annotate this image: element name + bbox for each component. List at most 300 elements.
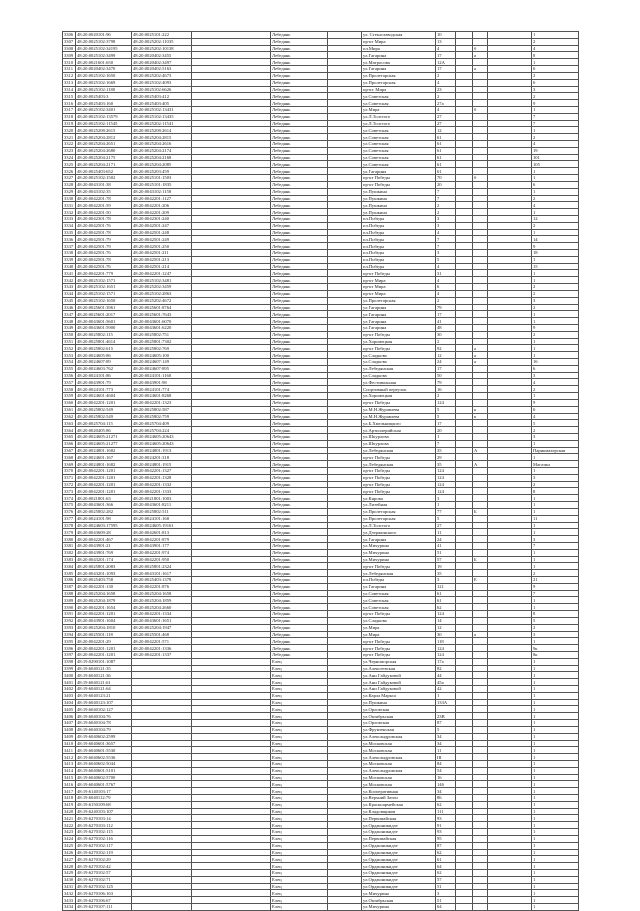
blank-cell (192, 365, 271, 372)
letter-cell (473, 141, 488, 148)
letter-cell (473, 168, 488, 175)
blank-cell (328, 311, 362, 318)
house-number-cell: 79 (436, 379, 456, 386)
blank-cell (192, 515, 271, 522)
blank-cell (328, 440, 362, 447)
row-number-cell: 3391 (63, 611, 76, 618)
street-cell: ул.Орджоникидзе (362, 856, 436, 863)
street-cell: ул.Ани Гайдуковой (362, 672, 436, 679)
city-cell: Лебедянь (271, 536, 328, 543)
blank-cell (328, 556, 362, 563)
house-number-cell: 24 (436, 359, 456, 366)
building-cell (456, 379, 473, 386)
cadastral-number-cell: 48:20:0042501:76 (76, 263, 132, 270)
row-number-cell: 3367 (63, 447, 76, 454)
city-cell: Лебедянь (271, 181, 328, 188)
blank-cell (192, 849, 271, 856)
cadastral-number-cell: 48:19:6270107:111 (76, 904, 132, 911)
previous-number-cell: 48:20:0024201:318 (132, 454, 192, 461)
table-row (63, 359, 579, 366)
table-row (63, 32, 579, 39)
apartment-cell: 1 (532, 829, 579, 836)
note-cell (488, 815, 532, 822)
apartment-cell: 1 (532, 706, 579, 713)
table-row (63, 672, 579, 679)
letter-cell (473, 427, 488, 434)
note-cell (488, 359, 532, 366)
apartment-cell: 1 (532, 270, 579, 277)
cadastral-number-cell: 48:20:0025802:549 (76, 413, 132, 420)
apartment-cell: 6 (532, 365, 579, 372)
blank-cell (328, 481, 362, 488)
building-cell (456, 229, 473, 236)
city-cell: Лебедянь (271, 590, 328, 597)
table-row (63, 147, 579, 154)
city-cell: Лебедянь (271, 461, 328, 468)
cadastral-number-cell: 48:19:6140103:17 (76, 788, 132, 795)
apartment-cell: 7 (532, 542, 579, 549)
letter-cell (473, 720, 488, 727)
blank-cell (328, 468, 362, 475)
blank-cell (192, 808, 271, 815)
previous-number-cell: 48:20:0025704:224 (132, 427, 192, 434)
building-cell (456, 413, 473, 420)
house-number-cell: 50 (436, 372, 456, 379)
street-cell: ул.Гагарина (362, 583, 436, 590)
previous-number-cell: 48:20:0025102:4093 (132, 79, 192, 86)
letter-cell (473, 188, 488, 195)
table-row (63, 161, 579, 168)
note-cell (488, 502, 532, 509)
previous-number-cell (132, 788, 192, 795)
table-row (63, 617, 579, 624)
blank-cell (328, 195, 362, 202)
blank-cell (192, 720, 271, 727)
letter-cell (473, 876, 488, 883)
blank-cell (192, 161, 271, 168)
cadastral-number-cell: 48:20:0043601:5900 (76, 324, 132, 331)
house-number-cell: 17 (436, 420, 456, 427)
city-cell: Лебедянь (271, 515, 328, 522)
house-number-cell: 62 (436, 869, 456, 876)
table-row (63, 290, 579, 297)
blank-cell (192, 93, 271, 100)
row-number-cell: 3386 (63, 577, 76, 584)
city-cell: Лебедянь (271, 522, 328, 529)
cadastral-number-cell: 48:20:0042201:1201 (76, 481, 132, 488)
apartment-cell: 1 (532, 168, 579, 175)
note-cell (488, 52, 532, 59)
previous-number-cell: 48:20:0025202:11035 (132, 38, 192, 45)
street-cell: ул.Октябрьская (362, 713, 436, 720)
blank-cell (328, 883, 362, 890)
city-cell: Лебедянь (271, 59, 328, 66)
city-cell: Елец (271, 679, 328, 686)
city-cell: Лебедянь (271, 127, 328, 134)
city-cell: Лебедянь (271, 175, 328, 182)
street-cell: ул.Фрунзенская (362, 726, 436, 733)
blank-cell (192, 897, 271, 904)
apartment-cell: Магазин (532, 461, 579, 468)
row-number-cell: 3384 (63, 563, 76, 570)
apartment-cell: 1 (532, 597, 579, 604)
table-row (63, 474, 579, 481)
table-row (63, 740, 579, 747)
city-cell: Лебедянь (271, 38, 328, 45)
table-row (63, 72, 579, 79)
city-cell: Елец (271, 788, 328, 795)
building-cell (456, 801, 473, 808)
house-number-cell: 93 (436, 829, 456, 836)
apartment-cell: 2 (532, 195, 579, 202)
blank-cell (328, 720, 362, 727)
letter-cell (473, 79, 488, 86)
blank-cell (192, 175, 271, 182)
city-cell: Лебедянь (271, 399, 328, 406)
house-number-cell: 124 (436, 399, 456, 406)
blank-cell (328, 352, 362, 359)
building-cell (456, 679, 473, 686)
city-cell: Елец (271, 672, 328, 679)
blank-cell (192, 801, 271, 808)
house-number-cell: 95 (436, 835, 456, 842)
note-cell (488, 215, 532, 222)
house-number-cell: 23В (436, 713, 456, 720)
table-row (63, 297, 579, 304)
note-cell (488, 733, 532, 740)
cadastral-number-cell: 48:20:0025802:615 (76, 345, 132, 352)
previous-number-cell (132, 672, 192, 679)
row-number-cell: 3335 (63, 229, 76, 236)
row-number-cell: 3383 (63, 556, 76, 563)
note-cell (488, 393, 532, 400)
city-cell: Елец (271, 842, 328, 849)
house-number-cell: 4 (436, 79, 456, 86)
blank-cell (328, 454, 362, 461)
city-cell: Лебедянь (271, 386, 328, 393)
blank-cell (328, 236, 362, 243)
building-cell (456, 849, 473, 856)
previous-number-cell: 48:20:0042501:248 (132, 229, 192, 236)
city-cell: Лебедянь (271, 583, 328, 590)
previous-number-cell: 48:20:0020402:5163 (132, 66, 192, 73)
building-cell (456, 577, 473, 584)
house-number-cell: 5 (436, 413, 456, 420)
table-row (63, 209, 579, 216)
apartment-cell: 1 (532, 699, 579, 706)
street-cell: ул.Хоромецкая (362, 338, 436, 345)
street-cell: ул.Мичурина (362, 890, 436, 897)
note-cell (488, 175, 532, 182)
cadastral-number-cell: 48:20:0024101:773 (76, 386, 132, 393)
previous-number-cell: 48:20:0020402:3455 (132, 52, 192, 59)
previous-number-cell (132, 842, 192, 849)
building-cell (456, 168, 473, 175)
apartment-cell: 9 (532, 583, 579, 590)
street-cell: ул.Красноармейская (362, 801, 436, 808)
cadastral-number-cell: 48:20:0043601:5601 (76, 318, 132, 325)
previous-number-cell: 48:20:0042201:1336 (132, 645, 192, 652)
table-row (63, 706, 579, 713)
cadastral-number-cell: 48:19:6040602:5536 (76, 754, 132, 761)
street-cell: ул.Орджоникидзе (362, 842, 436, 849)
previous-number-cell: 48:20:0024601:8268 (132, 393, 192, 400)
house-number-cell: 19 (436, 563, 456, 570)
letter-cell (473, 250, 488, 257)
previous-number-cell: 48:20:0042201:950 (132, 556, 192, 563)
table-row (63, 665, 579, 672)
blank-cell (328, 624, 362, 631)
building-cell (456, 529, 473, 536)
apartment-cell: 1 (532, 658, 579, 665)
table-row (63, 508, 579, 515)
house-number-cell: 54 (436, 767, 456, 774)
row-number-cell: 3364 (63, 427, 76, 434)
apartment-cell: 6 (532, 79, 579, 86)
apartment-cell: 5 (532, 617, 579, 624)
blank-cell (192, 243, 271, 250)
note-cell (488, 195, 532, 202)
table-row (63, 651, 579, 658)
blank-cell (192, 256, 271, 263)
letter-cell (473, 829, 488, 836)
house-number-cell: 79 (436, 304, 456, 311)
street-cell: ул.Верхний Затон (362, 795, 436, 802)
letter-cell (473, 686, 488, 693)
row-number-cell: 3348 (63, 318, 76, 325)
note-cell (488, 726, 532, 733)
city-cell: Лебедянь (271, 570, 328, 577)
apartment-cell: 6 (532, 181, 579, 188)
blank-cell (192, 433, 271, 440)
note-cell (488, 522, 532, 529)
blank-cell (192, 890, 271, 897)
letter-cell (473, 597, 488, 604)
blank-cell (192, 829, 271, 836)
blank-cell (192, 502, 271, 509)
blank-cell (328, 679, 362, 686)
building-cell (456, 427, 473, 434)
house-number-cell: 27 (436, 522, 456, 529)
row-number-cell: 3385 (63, 570, 76, 577)
cadastral-number-cell: 48:20:0025102:3499 (76, 52, 132, 59)
street-cell: ул.Кооперативная (362, 788, 436, 795)
cadastral-number-cell: 48:20:0025801:4614 (76, 338, 132, 345)
note-cell (488, 106, 532, 113)
row-number-cell: 3404 (63, 699, 76, 706)
previous-number-cell: 48:20:0025704:409 (132, 420, 192, 427)
previous-number-cell (132, 829, 192, 836)
table-row (63, 883, 579, 890)
building-cell (456, 890, 473, 897)
apartment-cell: 21 (532, 577, 579, 584)
building-cell (456, 597, 473, 604)
note-cell (488, 570, 532, 577)
table-row (63, 127, 579, 134)
letter-cell: а (473, 631, 488, 638)
house-number-cell: 30 (436, 331, 456, 338)
street-cell: ул.Гагарина (362, 304, 436, 311)
house-number-cell: 124 (436, 651, 456, 658)
building-cell (456, 583, 473, 590)
note-cell (488, 536, 532, 543)
cadastral-number-cell: 48:20:0043901:1604 (76, 617, 132, 624)
blank-cell (192, 747, 271, 754)
street-cell: ул.Матросова (362, 59, 436, 66)
note-cell (488, 638, 532, 645)
house-number-cell: 4 (436, 263, 456, 270)
cadastral-number-cell: 48:20:0042201:1201 (76, 399, 132, 406)
previous-number-cell: 48:20:0025801:7302 (132, 338, 192, 345)
cadastral-number-cell: 48:20:0042201:1201 (76, 474, 132, 481)
previous-number-cell: 48:20:0025204:1658 (132, 590, 192, 597)
building-cell (456, 263, 473, 270)
building-cell (456, 502, 473, 509)
note-cell (488, 720, 532, 727)
row-number-cell: 3345 (63, 297, 76, 304)
blank-cell (328, 583, 362, 590)
note-cell (488, 45, 532, 52)
blank-cell (192, 345, 271, 352)
apartment-cell: 3 (532, 474, 579, 481)
house-number-cell: 92 (436, 345, 456, 352)
blank-cell (328, 59, 362, 66)
house-number-cell: 3 (436, 215, 456, 222)
row-number-cell: 3312 (63, 72, 76, 79)
building-cell (456, 352, 473, 359)
previous-number-cell: 48:20:0025501:468 (132, 631, 192, 638)
table-row (63, 863, 579, 870)
apartment-cell: 3 (532, 297, 579, 304)
note-cell (488, 120, 532, 127)
house-number-cell: 5 (436, 406, 456, 413)
blank-cell (328, 515, 362, 522)
table-row (63, 747, 579, 754)
apartment-cell: 1 (532, 604, 579, 611)
note-cell (488, 263, 532, 270)
apartment-cell: 2 (532, 386, 579, 393)
building-cell (456, 345, 473, 352)
apartment-cell: 19 (532, 147, 579, 154)
previous-number-cell: 48:20:0042201:1323 (132, 399, 192, 406)
building-cell (456, 815, 473, 822)
blank-cell (328, 359, 362, 366)
row-number-cell: 3337 (63, 243, 76, 250)
building-cell (456, 215, 473, 222)
note-cell (488, 631, 532, 638)
letter-cell (473, 215, 488, 222)
table-row (63, 638, 579, 645)
row-number-cell: 3407 (63, 720, 76, 727)
street-cell: пр-кт Победы (362, 399, 436, 406)
row-number-cell: 3333 (63, 215, 76, 222)
row-number-cell: 3409 (63, 733, 76, 740)
building-cell (456, 474, 473, 481)
table-row (63, 808, 579, 815)
letter-cell (473, 740, 488, 747)
row-number-cell: 3434 (63, 904, 76, 911)
blank-cell (192, 154, 271, 161)
note-cell (488, 869, 532, 876)
blank-cell (192, 679, 271, 686)
building-cell (456, 311, 473, 318)
street-cell: пр-кт Победы (362, 270, 436, 277)
blank-cell (328, 113, 362, 120)
building-cell (456, 617, 473, 624)
street-cell: ул.Орджоникидзе (362, 849, 436, 856)
note-cell (488, 318, 532, 325)
street-cell: ул.Л.Толстого (362, 113, 436, 120)
blank-cell (192, 754, 271, 761)
street-cell: ул.Мира (362, 631, 436, 638)
city-cell: Лебедянь (271, 508, 328, 515)
table-row (63, 188, 579, 195)
row-number-cell: 3320 (63, 127, 76, 134)
building-cell (456, 897, 473, 904)
row-number-cell: 3433 (63, 897, 76, 904)
cadastral-number-cell: 48:20:0043901:769 (76, 549, 132, 556)
house-number-cell: 34 (436, 740, 456, 747)
blank-cell (192, 686, 271, 693)
apartment-cell: 1 (532, 686, 579, 693)
table-row (63, 106, 579, 113)
row-number-cell: 3357 (63, 379, 76, 386)
apartment-cell: 1 (532, 638, 579, 645)
note-cell (488, 468, 532, 475)
cadastral-number-cell: 48:20:0042201:50 (76, 209, 132, 216)
previous-number-cell: 48:20:0025601:7643 (132, 311, 192, 318)
previous-number-cell (132, 835, 192, 842)
table-row (63, 338, 579, 345)
street-cell: ул.Московская (362, 781, 436, 788)
note-cell (488, 767, 532, 774)
apartment-cell: 1 (532, 788, 579, 795)
house-number-cell: 87 (436, 842, 456, 849)
street-cell: ул.Московская (362, 774, 436, 781)
row-number-cell: 3313 (63, 79, 76, 86)
street-cell: пр-кт Победы (362, 611, 436, 618)
letter-cell (473, 651, 488, 658)
apartment-cell: 2 (532, 93, 579, 100)
cadastral-number-cell: 48:20:0025208:2615 (76, 127, 132, 134)
note-cell (488, 284, 532, 291)
apartment-cell: 1 (532, 393, 579, 400)
letter-cell (473, 788, 488, 795)
blank-cell (328, 188, 362, 195)
street-cell: пр-кт Победы (362, 474, 436, 481)
row-number-cell: 3346 (63, 304, 76, 311)
previous-number-cell: 48:20:0025102:13431 (132, 106, 192, 113)
note-cell (488, 79, 532, 86)
street-cell: ул.М.Н.Журавлева (362, 406, 436, 413)
city-cell: Лебедянь (271, 297, 328, 304)
note-cell (488, 352, 532, 359)
blank-cell (328, 651, 362, 658)
table-row (63, 406, 579, 413)
blank-cell (328, 631, 362, 638)
building-cell (456, 399, 473, 406)
house-number-cell: 5 (436, 515, 456, 522)
building-cell (456, 556, 473, 563)
table-row (63, 556, 579, 563)
blank-cell (328, 542, 362, 549)
blank-cell (192, 215, 271, 222)
blank-cell (192, 760, 271, 767)
table-row (63, 590, 579, 597)
blank-cell (192, 876, 271, 883)
note-cell (488, 236, 532, 243)
note-cell (488, 209, 532, 216)
